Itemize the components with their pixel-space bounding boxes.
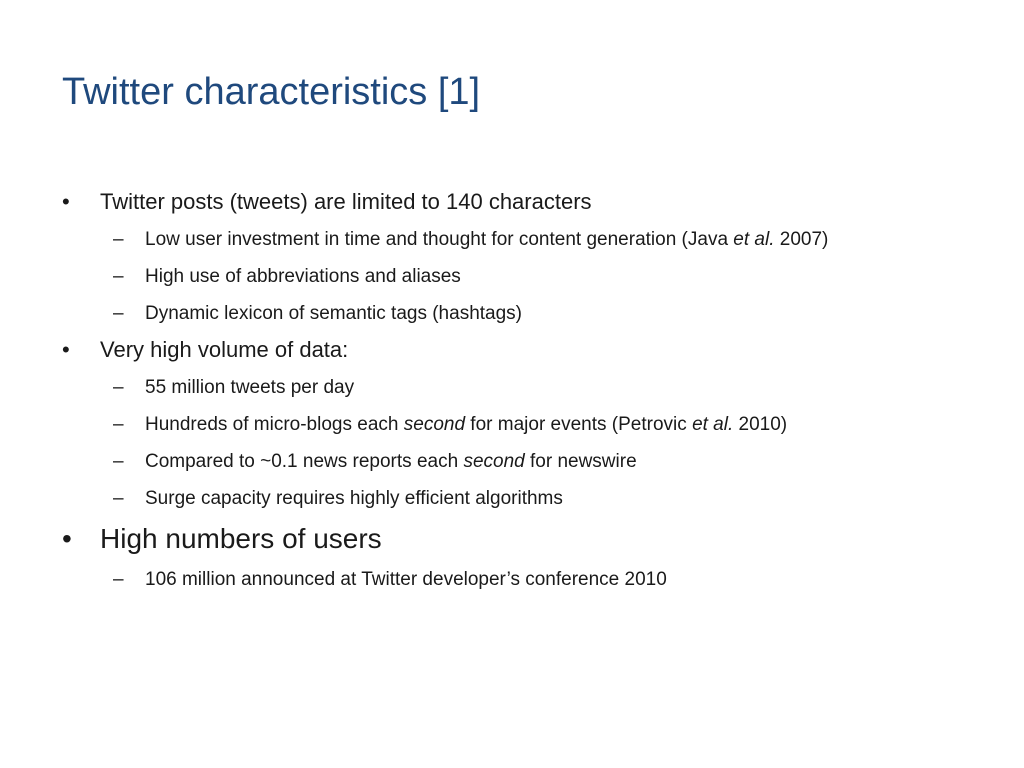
dash-marker: – (113, 451, 124, 472)
bullet-item (0, 186, 1024, 218)
bullet-text (100, 186, 592, 218)
dash-marker: – (113, 569, 124, 590)
sub-bullet-item (0, 299, 1024, 329)
text-segment: Low user investment in time and thought for content generation (Java (145, 229, 734, 250)
text-segment: High use of abbreviations and aliases (145, 266, 461, 287)
bullet-text (145, 225, 935, 255)
sub-bullet-item (0, 565, 1024, 595)
text-segment: 2007) (774, 229, 829, 250)
text-segment: High numbers of users (100, 523, 382, 554)
italic-text: et al. (733, 229, 775, 250)
dash-marker: – (113, 377, 124, 398)
bullet-marker: • (62, 337, 70, 362)
bullet-item (0, 334, 1024, 366)
sub-bullet-item (0, 484, 1024, 514)
italic-text: second (463, 451, 525, 472)
text-segment: Surge capacity requires highly efficient algorithms (145, 488, 563, 509)
sub-bullet-item (0, 225, 1024, 255)
bullet-marker: • (62, 189, 70, 214)
sub-bullet-item (0, 373, 1024, 403)
text-segment: 55 million tweets per day (145, 377, 355, 398)
italic-text: second (403, 414, 466, 435)
dash-marker: – (113, 414, 124, 435)
dash-marker: – (113, 488, 124, 509)
bullet-item (0, 520, 1024, 558)
text-segment: 106 million announced at Twitter developer’s conference 2010 (145, 569, 667, 590)
bullet-text (145, 410, 935, 440)
text-segment: for major events (Petrovic (465, 414, 693, 435)
text-segment: Very high volume of data: (100, 337, 349, 362)
bullet-text (145, 373, 935, 403)
text-segment: 2010) (733, 414, 788, 435)
sub-bullet-item (0, 262, 1024, 292)
bullet-text (100, 334, 348, 366)
sub-bullet-item (0, 410, 1024, 440)
bullet-text (145, 484, 935, 514)
slide-title: Twitter characteristics [1] (62, 71, 481, 113)
bullet-list (0, 186, 1024, 595)
text-segment: Compared to ~0.1 news reports each (145, 451, 464, 472)
dash-marker: – (113, 303, 124, 324)
text-segment: Dynamic lexicon of semantic tags (hashtags) (145, 303, 522, 324)
text-segment: Hundreds of micro-blogs each (145, 414, 404, 435)
text-segment: Twitter posts (tweets) are limited to 140 characters (100, 189, 592, 214)
sub-bullet-item (0, 447, 1024, 477)
bullet-text (145, 299, 935, 329)
dash-marker: – (113, 266, 124, 287)
italic-text: et al. (692, 414, 734, 435)
bullet-text (100, 520, 382, 558)
bullet-text (145, 447, 935, 477)
dash-marker: – (113, 229, 124, 250)
bullet-text (145, 262, 935, 292)
bullet-text (145, 565, 935, 595)
text-segment: for newswire (524, 451, 637, 472)
bullet-marker: • (62, 523, 72, 554)
